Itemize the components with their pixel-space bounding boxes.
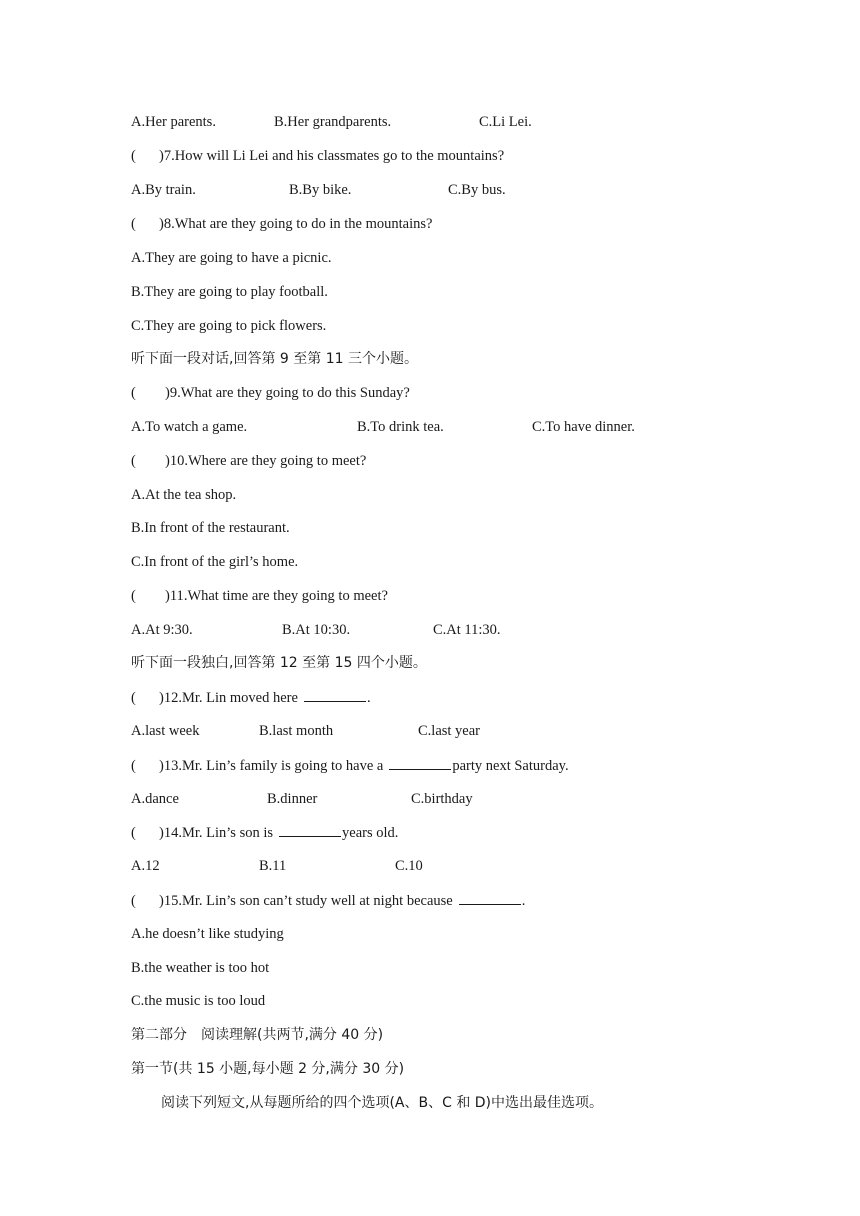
instruction-12-15: 听下面一段独白,回答第 12 至第 15 四个小题。 [131,655,427,671]
q8-option-b: B.They are going to play football. [131,284,328,300]
section1-instruction: 阅读下列短文,从每题所给的四个选项(A、B、C 和 D)中选出最佳选项。 [161,1095,604,1111]
q15-answer-paren-close: ) [159,893,164,909]
q7-number: 7 [163,148,172,164]
q14-answer-paren-close: ) [159,825,164,841]
q12-text-before: Mr. Lin moved here [181,690,298,706]
q7-text: How will Li Lei and his classmates go to the mountains? [174,148,505,164]
q7-answer-paren-open: ( [131,148,136,164]
instruction-9-11: 听下面一段对话,回答第 9 至第 11 三个小题。 [131,351,418,367]
q12-blank [304,688,366,702]
q13-text-before: Mr. Lin’s family is going to have a [181,758,384,774]
q10-answer-paren-open: ( [131,453,136,469]
q13-option-c: C.birthday [411,791,473,807]
q7-option-b: B.By bike. [289,182,352,198]
q8-option-a: A.They are going to have a picnic. [131,250,332,266]
q12-option-b: B.last month [259,723,334,739]
q11-answer-paren-open: ( [131,588,136,604]
q15-answer-paren-open: ( [131,893,136,909]
q8-answer-paren-open: ( [131,216,136,232]
q13-text-after: party next Saturday. [452,758,569,774]
q14-answer-paren-open: ( [131,825,136,841]
q13-option-b: B.dinner [267,791,318,807]
q11-answer-paren-close: ) [165,588,170,604]
q12-option-a: A.last week [131,723,200,739]
part2-title: 第二部分 阅读理解(共两节,满分 40 分) [131,1027,384,1043]
q10-text: Where are they going to meet? [187,453,367,469]
q6-option-b: B.Her grandparents. [274,114,392,130]
q7-answer-paren-close: ) [159,148,164,164]
q14-stem: ( )14.Mr. Lin’s son is years old. [131,825,399,841]
q11-text: What time are they going to meet? [187,588,388,604]
q11-option-b: B.At 10:30. [282,622,351,638]
q8-text: What are they going to do in the mountains? [174,216,433,232]
q9-option-a: A.To watch a game. [131,419,248,435]
q13-stem: ( )13.Mr. Lin’s family is going to have a party next Saturday. [131,758,569,774]
q15-option-a: A.he doesn’t like studying [131,926,284,942]
q10-stem: ( )10.Where are they going to meet? [131,453,367,469]
q9-option-b: B.To drink tea. [357,419,444,435]
q10-number: 10 [169,453,185,469]
q9-answer-paren-close: ) [165,385,170,401]
q15-option-c: C.the music is too loud [131,993,266,1009]
q14-text-after: years old. [342,825,399,841]
q12-stem: ( )12.Mr. Lin moved here . [131,690,371,706]
q12-number: 12 [163,690,179,706]
q14-option-b: B.11 [259,858,287,874]
q11-option-a: A.At 9:30. [131,622,193,638]
q13-blank [389,756,451,770]
q8-number: 8 [163,216,172,232]
q12-text-after: . [366,690,371,706]
q15-number: 15 [163,893,179,909]
q14-blank [279,823,341,837]
q15-blank [459,891,521,905]
q10-option-b: B.In front of the restaurant. [131,520,290,536]
q12-option-c: C.last year [418,723,481,739]
q8-option-c: C.They are going to pick flowers. [131,318,327,334]
q7-stem: ( )7.How will Li Lei and his classmates go to the mountains? [131,148,505,164]
q11-number: 11 [169,588,184,604]
q9-answer-paren-open: ( [131,385,136,401]
q14-number: 14 [163,825,179,841]
q13-option-a: A.dance [131,791,179,807]
q7-option-a: A.By train. [131,182,196,198]
q13-number: 13 [163,758,179,774]
q12-answer-paren-open: ( [131,690,136,706]
q10-option-a: A.At the tea shop. [131,487,237,503]
q7-option-c: C.By bus. [448,182,506,198]
q9-text: What are they going to do this Sunday? [180,385,410,401]
q15-stem: ( )15.Mr. Lin’s son can’t study well at night because . [131,893,526,909]
section1-title: 第一节(共 15 小题,每小题 2 分,满分 30 分) [131,1061,405,1077]
q8-stem: ( )8.What are they going to do in the mountains? [131,216,433,232]
q14-option-a: A.12 [131,858,160,874]
q14-option-c: C.10 [395,858,423,874]
q10-answer-paren-close: ) [165,453,170,469]
q6-option-a: A.Her parents. [131,114,216,130]
q13-answer-paren-open: ( [131,758,136,774]
q9-stem: ( )9.What are they going to do this Sunday? [131,385,410,401]
q10-option-c: C.In front of the girl’s home. [131,554,299,570]
q8-answer-paren-close: ) [159,216,164,232]
q9-option-c: C.To have dinner. [532,419,635,435]
q9-number: 9 [169,385,178,401]
q15-text-before: Mr. Lin’s son can’t study well at night because [181,893,453,909]
q6-option-c: C.Li Lei. [479,114,532,130]
q11-option-c: C.At 11:30. [433,622,501,638]
q11-stem: ( )11.What time are they going to meet? [131,588,388,604]
q14-text-before: Mr. Lin’s son is [181,825,274,841]
q13-answer-paren-close: ) [159,758,164,774]
q12-answer-paren-close: ) [159,690,164,706]
q15-text-after: . [521,893,526,909]
q15-option-b: B.the weather is too hot [131,960,270,976]
